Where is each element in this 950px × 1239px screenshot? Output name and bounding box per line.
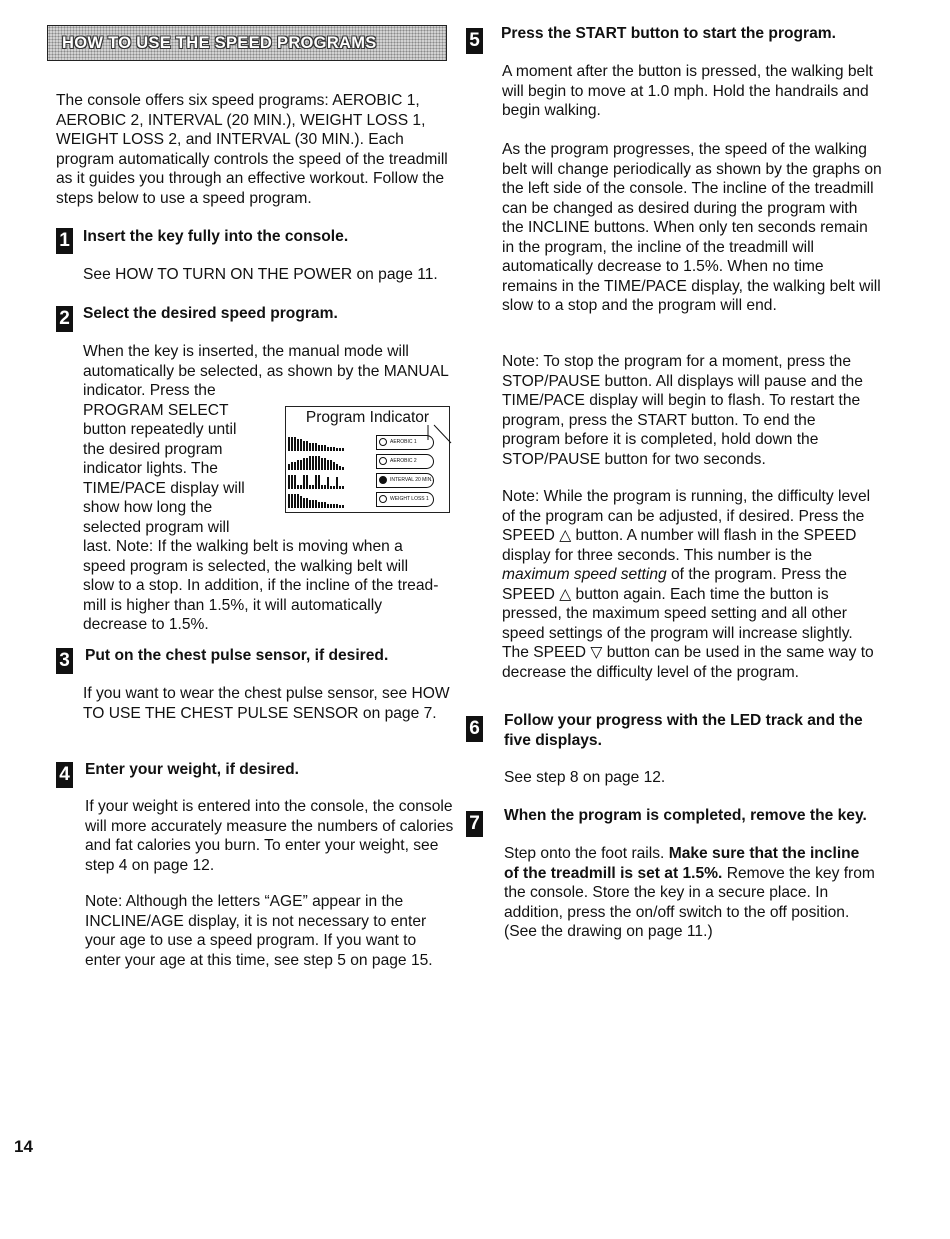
step-5-paragraph-4 xyxy=(502,487,880,682)
step-2-line: PROGRAM SELECT xyxy=(83,401,229,419)
step-2-line: mill is higher than 1.5%, it will automatically xyxy=(83,596,382,614)
step-4-heading: Enter your weight, if desired. xyxy=(85,761,300,778)
program-label: AEROBIC 2 xyxy=(390,458,417,464)
step-6-number: 6 xyxy=(466,716,483,742)
step-5-heading: Press the START button to start the program. xyxy=(501,25,836,42)
step-7-number: 7 xyxy=(466,811,483,837)
step-2-line: automatically be selected, as shown by the MANUAL xyxy=(83,362,449,380)
step-3-body: If you want to wear the chest pulse sensor, see HOW TO USE THE CHEST PULSE SENSOR on page 7. xyxy=(83,685,450,722)
program-label: WEIGHT LOSS 1 xyxy=(390,496,429,502)
step-1-number: 1 xyxy=(56,228,73,254)
step-5-note-emphasis: maximum speed setting xyxy=(502,566,667,583)
step-5-paragraph-1: A moment after the button is pressed, the walking belt will begin to move at 1.0 mph. Hold the handrails and begin walking. xyxy=(502,63,873,119)
section-title-box xyxy=(47,25,447,61)
intro-paragraph: The console offers six speed programs: AEROBIC 1, AEROBIC 2, INTERVAL (20 MIN.), WEIGHT LOSS 1, WEIGHT LOSS 2, and INTERVAL (30 MIN.). Each program automatically controls the speed of the treadmill as it guides you through an effective workout. Follow the steps below to use a speed program. xyxy=(56,92,448,207)
step-2-line: last. Note: If the walking belt is moving when a xyxy=(83,538,403,555)
step-2-line: TIME/PACE display will xyxy=(83,479,245,497)
step-5-note-part-2: of the program. Press the SPEED △ button again. Each time the button is pressed, the maximum speed setting and all other speed settings of the program will increase slightly. The SPEED ▽ button can be used in the same way to decrease the difficulty level of the program. xyxy=(502,566,874,681)
step-2-line: indicator lights. The xyxy=(83,460,218,477)
step-7-body xyxy=(504,844,876,942)
step-2-number: 2 xyxy=(56,306,73,332)
page-number: 14 xyxy=(14,1137,33,1156)
step-2-line: speed program is selected, the walking belt will xyxy=(83,557,409,575)
step-6-heading: Follow your progress with the LED track and the five displays. xyxy=(504,712,863,749)
step-4-body: If your weight is entered into the console, the console will more accurately measure the numbers of calories and fat calories you burn. To enter your weight, see step 4 on page 12. xyxy=(85,798,454,874)
program-indicator-title: Program Indicator xyxy=(305,409,430,426)
step-2-line: selected program will xyxy=(83,518,230,536)
step-3-number: 3 xyxy=(56,648,73,674)
step-2-line: decrease to 1.5%. xyxy=(83,616,209,633)
program-label: INTERVAL 20 MIN. xyxy=(390,477,433,483)
step-2-line: button repeatedly until xyxy=(83,421,237,438)
step-5-paragraph-2: As the program progresses, the speed of the walking belt will change periodically as shown by the graphs on the left side of the console. The incline of the treadmill can be changed as desired during the program with the INCLINE buttons. When only ten seconds remain in the program, the incline of the treadmill will automatically decrease to 1.5%. When no time remains in the TIME/PACE display, the walking belt will slow to a stop and the program will end. xyxy=(502,141,882,314)
step-5-paragraph-3: Note: To stop the program for a moment, press the STOP/PAUSE button. All displays will pause and the TIME/PACE display will begin to flash. To restart the program, press the START button. To end the program before it is completed, hold down the STOP/PAUSE button for two seconds. xyxy=(502,353,863,468)
program-label: AEROBIC 1 xyxy=(390,439,417,445)
step-2-line: indicator. Press the xyxy=(83,382,216,399)
step-7-body-part-2: Remove the key from the console. Store the key in a secure place. In addition, press the on/off switch to the off position. (See the drawing on page 11.) xyxy=(504,864,875,940)
step-2-line: show how long the xyxy=(83,499,213,516)
step-1-body: See HOW TO TURN ON THE POWER on page 11. xyxy=(83,266,438,283)
section-title: HOW TO USE THE SPEED PROGRAMS xyxy=(62,34,377,52)
step-2-line: When the key is inserted, the manual mode will xyxy=(83,343,409,360)
step-6-body: See step 8 on page 12. xyxy=(504,769,666,786)
step-4-number: 4 xyxy=(56,762,73,788)
step-2-line: slow to a stop. In addition, if the incline of the tread- xyxy=(83,577,439,594)
step-3-heading: Put on the chest pulse sensor, if desired. xyxy=(85,647,389,664)
indicator-pointer-lines xyxy=(284,405,454,515)
step-7-body-bold: Make sure that the incline of the treadmill is set at 1.5%. xyxy=(504,845,860,882)
step-1-heading: Insert the key fully into the console. xyxy=(83,228,349,245)
step-2-heading: Select the desired speed program. xyxy=(83,305,338,322)
program-indicator-illustration xyxy=(285,406,450,513)
step-5-number: 5 xyxy=(466,28,483,54)
step-7-heading: When the program is completed, remove the key. xyxy=(504,807,867,824)
step-7-body-part-1: Step onto the foot rails. xyxy=(504,845,669,862)
step-4-note: Note: Although the letters “AGE” appear in the INCLINE/AGE display, it is not necessary to enter your age to use a speed program. If you want to enter your age at this time, see step 5 on page 15. xyxy=(85,893,433,969)
step-5-note-part-1: Note: While the program is running, the difficulty level of the program can be adjusted, if desired. Press the SPEED △ button. A number will flash in the SPEED display for three seconds. This number is the xyxy=(502,488,871,564)
step-2-line: the desired program xyxy=(83,440,223,458)
